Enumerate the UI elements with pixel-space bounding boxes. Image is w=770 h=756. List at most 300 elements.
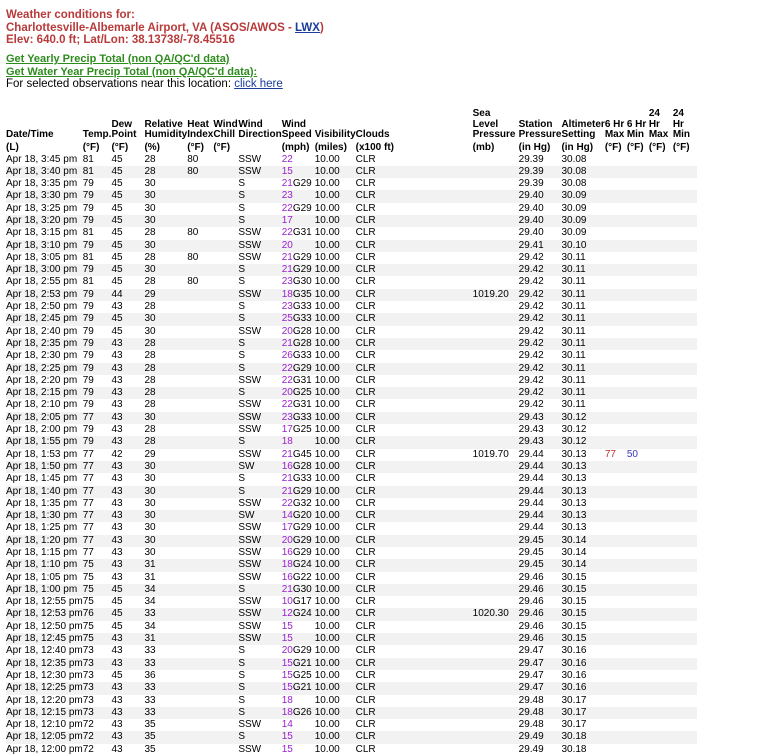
cell-wind-chill [213, 326, 238, 338]
wind-speed-value: 10 [282, 596, 293, 607]
cell-twentyfour-hr-min [673, 190, 697, 202]
cell-altimeter: 30.15 [561, 572, 604, 584]
cell-six-hr-min: 50 [627, 449, 649, 461]
cell-clouds: CLR [356, 289, 473, 301]
cell-humidity: 30 [144, 215, 187, 227]
cell-twentyfour-hr-max [649, 313, 673, 325]
cell-visibility: 10.00 [315, 350, 356, 362]
table-row [6, 510, 697, 522]
cell-dew-point: 45 [111, 596, 144, 608]
cell-wind-direction: SSW [238, 289, 281, 301]
table-row [6, 645, 697, 657]
cell-dew-point: 43 [111, 744, 144, 756]
cell-twentyfour-hr-max [649, 645, 673, 657]
water-year-precip-link[interactable]: Get Water Year Precip Total (non QA/QC'd data): [6, 66, 283, 79]
cell-twentyfour-hr-max [649, 227, 673, 239]
wind-speed-value: 23 [282, 412, 293, 423]
cell-six-hr-max [605, 731, 627, 743]
cell-temp: 77 [83, 461, 112, 473]
cell-twentyfour-hr-min [673, 240, 697, 252]
cell-heat-index [187, 572, 213, 584]
cell-dew-point: 43 [111, 695, 144, 707]
cell-station-pressure: 29.42 [519, 313, 562, 325]
cell-six-hr-min [627, 486, 649, 498]
cell-twentyfour-hr-min [673, 436, 697, 448]
cell-dew-point: 45 [111, 166, 144, 178]
cell-wind-chill [213, 436, 238, 448]
cell-wind-chill [213, 584, 238, 596]
station-header [6, 9, 324, 47]
cell-six-hr-max [605, 375, 627, 387]
cell-temp: 77 [83, 535, 112, 547]
cell-station-pressure: 29.46 [519, 584, 562, 596]
cell-humidity: 30 [144, 535, 187, 547]
cell-twentyfour-hr-max [649, 276, 673, 288]
cell-six-hr-min [627, 596, 649, 608]
cell-twentyfour-hr-max [649, 363, 673, 375]
cell-dew-point: 45 [111, 203, 144, 215]
cell-six-hr-max [605, 227, 627, 239]
cell-station-pressure: 29.39 [519, 166, 562, 178]
cell-twentyfour-hr-max [649, 621, 673, 633]
cell-visibility: 10.00 [315, 190, 356, 202]
selected-observations-text: For selected observations near this location: [6, 78, 234, 90]
cell-wind-direction: SSW [238, 744, 281, 756]
wind-speed-value: 21 [282, 486, 293, 497]
table-row [6, 264, 697, 276]
cell-date-time: Apr 18, 12:10 pm [6, 719, 83, 731]
cell-twentyfour-hr-min [673, 178, 697, 190]
cell-wind-direction: S [238, 707, 281, 719]
cell-temp: 79 [83, 313, 112, 325]
cell-six-hr-max [605, 645, 627, 657]
click-here-link[interactable]: click here [234, 78, 283, 90]
cell-visibility: 10.00 [315, 289, 356, 301]
cell-six-hr-max [605, 178, 627, 190]
cell-altimeter: 30.11 [561, 375, 604, 387]
cell-wind-speed [282, 289, 315, 301]
cell-station-pressure: 29.47 [519, 645, 562, 657]
cell-wind-chill [213, 375, 238, 387]
cell-wind-direction: S [238, 645, 281, 657]
cell-date-time: Apr 18, 3:35 pm [6, 178, 83, 190]
cell-altimeter: 30.15 [561, 621, 604, 633]
cell-sea-level-pressure [473, 707, 519, 719]
cell-clouds: CLR [356, 658, 473, 670]
cell-six-hr-max [605, 301, 627, 313]
cell-altimeter: 30.17 [561, 695, 604, 707]
cell-six-hr-min [627, 338, 649, 350]
cell-six-hr-min [627, 350, 649, 362]
wind-speed-value: 21 [282, 264, 293, 275]
cell-temp: 81 [83, 166, 112, 178]
table-row [6, 338, 697, 350]
cell-twentyfour-hr-max [649, 350, 673, 362]
cell-temp: 79 [83, 375, 112, 387]
cell-sea-level-pressure [473, 498, 519, 510]
cell-temp: 73 [83, 682, 112, 694]
cell-dew-point: 43 [111, 522, 144, 534]
cell-altimeter: 30.16 [561, 670, 604, 682]
cell-twentyfour-hr-max [649, 707, 673, 719]
cell-wind-speed: 15 [282, 744, 315, 756]
cell-wind-speed [282, 424, 315, 436]
cell-station-pressure: 29.43 [519, 412, 562, 424]
cell-heat-index [187, 178, 213, 190]
cell-humidity: 30 [144, 461, 187, 473]
cell-visibility: 10.00 [315, 695, 356, 707]
cell-six-hr-min [627, 510, 649, 522]
cell-six-hr-min [627, 190, 649, 202]
cell-humidity: 31 [144, 633, 187, 645]
table-row [6, 375, 697, 387]
cell-humidity: 33 [144, 658, 187, 670]
cell-clouds: CLR [356, 473, 473, 485]
cell-date-time: Apr 18, 12:20 pm [6, 695, 83, 707]
table-row [6, 547, 697, 559]
wind-speed-value: 18 [282, 707, 293, 718]
cell-six-hr-min [627, 461, 649, 473]
cell-dew-point: 45 [111, 313, 144, 325]
table-row [6, 731, 697, 743]
cell-humidity: 28 [144, 166, 187, 178]
cell-twentyfour-hr-min [673, 289, 697, 301]
cell-altimeter: 30.17 [561, 719, 604, 731]
cell-visibility: 10.00 [315, 363, 356, 375]
cell-altimeter: 30.11 [561, 338, 604, 350]
cell-twentyfour-hr-min [673, 326, 697, 338]
col-unit-six-hr-max: (°F) [605, 141, 627, 154]
cell-visibility: 10.00 [315, 522, 356, 534]
cell-date-time: Apr 18, 1:53 pm [6, 449, 83, 461]
cell-dew-point: 44 [111, 289, 144, 301]
header-elevation: Elev: 640.0 ft; Lat/Lon: 38.13738/-78.45516 [6, 34, 324, 47]
cell-heat-index [187, 338, 213, 350]
cell-six-hr-max [605, 572, 627, 584]
cell-humidity: 30 [144, 326, 187, 338]
cell-sea-level-pressure [473, 399, 519, 411]
cell-six-hr-max [605, 264, 627, 276]
col-header-twentyfour-hr-min: 24 Hr Min [673, 109, 697, 141]
wind-speed-value: 15 [282, 682, 293, 693]
cell-six-hr-min [627, 535, 649, 547]
cell-dew-point: 45 [111, 190, 144, 202]
table-row [6, 682, 697, 694]
cell-sea-level-pressure [473, 276, 519, 288]
cell-twentyfour-hr-max [649, 338, 673, 350]
cell-wind-speed [282, 596, 315, 608]
cell-six-hr-max [605, 633, 627, 645]
table-row [6, 498, 697, 510]
cell-wind-speed [282, 350, 315, 362]
cell-temp: 81 [83, 227, 112, 239]
cell-altimeter: 30.09 [561, 203, 604, 215]
cell-clouds: CLR [356, 375, 473, 387]
wind-speed-value: 20 [282, 645, 293, 656]
cell-six-hr-min [627, 424, 649, 436]
selected-observations-line [6, 78, 283, 91]
cell-six-hr-min [627, 547, 649, 559]
cell-twentyfour-hr-max [649, 449, 673, 461]
table-row [6, 658, 697, 670]
cell-date-time: Apr 18, 12:40 pm [6, 645, 83, 657]
cell-station-pressure: 29.42 [519, 252, 562, 264]
cell-clouds: CLR [356, 301, 473, 313]
cell-six-hr-max [605, 166, 627, 178]
cell-clouds: CLR [356, 731, 473, 743]
cell-wind-chill [213, 682, 238, 694]
links-block [6, 53, 283, 91]
cell-visibility: 10.00 [315, 412, 356, 424]
cell-humidity: 30 [144, 547, 187, 559]
cell-wind-direction: S [238, 670, 281, 682]
cell-date-time: Apr 18, 12:25 pm [6, 682, 83, 694]
cell-twentyfour-hr-max [649, 572, 673, 584]
cell-temp: 73 [83, 658, 112, 670]
cell-heat-index [187, 535, 213, 547]
cell-six-hr-min [627, 559, 649, 571]
yearly-precip-link[interactable]: Get Yearly Precip Total (non QA/QC'd data) [6, 53, 283, 66]
cell-date-time: Apr 18, 3:45 pm [6, 154, 83, 166]
cell-sea-level-pressure [473, 621, 519, 633]
cell-heat-index [187, 596, 213, 608]
cell-sea-level-pressure [473, 264, 519, 276]
cell-humidity: 33 [144, 608, 187, 620]
cell-visibility: 10.00 [315, 338, 356, 350]
cell-station-pressure: 29.43 [519, 436, 562, 448]
wind-gust-value: G31 [293, 227, 312, 238]
wind-gust-value: G21 [293, 658, 312, 669]
cell-wind-direction: S [238, 313, 281, 325]
cell-wind-speed: 14 [282, 719, 315, 731]
cell-wind-chill [213, 621, 238, 633]
header-title: Weather conditions for: [6, 9, 324, 22]
cell-visibility: 10.00 [315, 449, 356, 461]
cell-wind-speed [282, 522, 315, 534]
cell-six-hr-min [627, 387, 649, 399]
cell-heat-index [187, 522, 213, 534]
cell-altimeter: 30.14 [561, 535, 604, 547]
cell-heat-index: 80 [187, 252, 213, 264]
cell-sea-level-pressure [473, 338, 519, 350]
col-header-temp: Temp. [83, 109, 112, 141]
cell-twentyfour-hr-min [673, 227, 697, 239]
wind-speed-value: 21 [282, 338, 293, 349]
cell-clouds: CLR [356, 326, 473, 338]
cell-wind-speed [282, 645, 315, 657]
wind-gust-value: G28 [293, 338, 312, 349]
wind-gust-value: G24 [293, 559, 312, 570]
cell-heat-index [187, 695, 213, 707]
cell-twentyfour-hr-min [673, 645, 697, 657]
cell-dew-point: 43 [111, 572, 144, 584]
cell-clouds: CLR [356, 596, 473, 608]
cell-temp: 79 [83, 326, 112, 338]
cell-temp: 79 [83, 350, 112, 362]
cell-altimeter: 30.14 [561, 547, 604, 559]
wind-gust-value: G33 [293, 350, 312, 361]
cell-twentyfour-hr-min [673, 412, 697, 424]
cell-wind-speed [282, 264, 315, 276]
cell-wind-speed [282, 387, 315, 399]
col-unit-humidity: (%) [144, 141, 187, 154]
cell-clouds: CLR [356, 313, 473, 325]
cell-visibility: 10.00 [315, 387, 356, 399]
cell-station-pressure: 29.49 [519, 744, 562, 756]
cell-six-hr-max [605, 719, 627, 731]
cell-altimeter: 30.16 [561, 682, 604, 694]
cell-clouds: CLR [356, 436, 473, 448]
cell-clouds: CLR [356, 486, 473, 498]
lwx-link[interactable]: LWX [295, 22, 320, 34]
cell-twentyfour-hr-min [673, 301, 697, 313]
cell-humidity: 31 [144, 559, 187, 571]
cell-dew-point: 43 [111, 535, 144, 547]
cell-station-pressure: 29.45 [519, 547, 562, 559]
cell-wind-chill [213, 240, 238, 252]
cell-temp: 75 [83, 584, 112, 596]
cell-dew-point: 43 [111, 547, 144, 559]
cell-altimeter: 30.15 [561, 596, 604, 608]
cell-clouds: CLR [356, 412, 473, 424]
cell-sea-level-pressure [473, 633, 519, 645]
cell-twentyfour-hr-max [649, 264, 673, 276]
cell-sea-level-pressure [473, 240, 519, 252]
cell-altimeter: 30.18 [561, 744, 604, 756]
cell-temp: 81 [83, 252, 112, 264]
cell-six-hr-min [627, 215, 649, 227]
units-row [6, 141, 697, 154]
cell-station-pressure: 29.39 [519, 154, 562, 166]
cell-temp: 79 [83, 436, 112, 448]
cell-visibility: 10.00 [315, 572, 356, 584]
cell-twentyfour-hr-max [649, 547, 673, 559]
cell-six-hr-max [605, 387, 627, 399]
cell-visibility: 10.00 [315, 633, 356, 645]
cell-heat-index [187, 350, 213, 362]
cell-clouds: CLR [356, 682, 473, 694]
cell-clouds: CLR [356, 399, 473, 411]
cell-heat-index [187, 559, 213, 571]
cell-date-time: Apr 18, 1:30 pm [6, 510, 83, 522]
cell-heat-index [187, 547, 213, 559]
cell-twentyfour-hr-max [649, 412, 673, 424]
cell-date-time: Apr 18, 1:10 pm [6, 559, 83, 571]
cell-humidity: 30 [144, 486, 187, 498]
cell-date-time: Apr 18, 3:20 pm [6, 215, 83, 227]
cell-temp: 79 [83, 387, 112, 399]
cell-twentyfour-hr-min [673, 375, 697, 387]
cell-wind-direction: S [238, 658, 281, 670]
cell-wind-direction: S [238, 695, 281, 707]
cell-date-time: Apr 18, 12:45 pm [6, 633, 83, 645]
wind-speed-value: 22 [282, 363, 293, 374]
cell-date-time: Apr 18, 3:25 pm [6, 203, 83, 215]
cell-station-pressure: 29.45 [519, 559, 562, 571]
cell-wind-direction: SSW [238, 227, 281, 239]
table-row [6, 424, 697, 436]
cell-six-hr-max [605, 190, 627, 202]
cell-twentyfour-hr-min [673, 313, 697, 325]
cell-clouds: CLR [356, 461, 473, 473]
cell-clouds: CLR [356, 154, 473, 166]
cell-six-hr-max [605, 461, 627, 473]
cell-wind-direction: SSW [238, 154, 281, 166]
cell-sea-level-pressure [473, 682, 519, 694]
cell-sea-level-pressure [473, 375, 519, 387]
wind-gust-value: G29 [293, 522, 312, 533]
cell-humidity: 28 [144, 350, 187, 362]
cell-wind-direction: S [238, 350, 281, 362]
cell-station-pressure: 29.42 [519, 326, 562, 338]
cell-six-hr-max [605, 498, 627, 510]
cell-dew-point: 45 [111, 276, 144, 288]
wind-gust-value: G17 [293, 596, 312, 607]
cell-twentyfour-hr-min [673, 670, 697, 682]
cell-clouds: CLR [356, 252, 473, 264]
col-unit-twentyfour-hr-max: (°F) [649, 141, 673, 154]
cell-dew-point: 43 [111, 633, 144, 645]
cell-wind-speed [282, 510, 315, 522]
cell-dew-point: 43 [111, 473, 144, 485]
cell-twentyfour-hr-max [649, 719, 673, 731]
cell-altimeter: 30.08 [561, 178, 604, 190]
cell-date-time: Apr 18, 2:15 pm [6, 387, 83, 399]
cell-wind-speed [282, 276, 315, 288]
cell-dew-point: 45 [111, 178, 144, 190]
cell-clouds: CLR [356, 166, 473, 178]
cell-station-pressure: 29.40 [519, 215, 562, 227]
wind-speed-value: 18 [282, 559, 293, 570]
cell-humidity: 31 [144, 572, 187, 584]
table-row [6, 436, 697, 448]
cell-twentyfour-hr-min [673, 276, 697, 288]
wind-gust-value: G29 [293, 264, 312, 275]
cell-humidity: 28 [144, 252, 187, 264]
cell-six-hr-min [627, 301, 649, 313]
table-row [6, 215, 697, 227]
cell-six-hr-min [627, 203, 649, 215]
table-row [6, 621, 697, 633]
cell-sea-level-pressure [473, 436, 519, 448]
cell-humidity: 30 [144, 522, 187, 534]
cell-humidity: 35 [144, 719, 187, 731]
wind-gust-value: G25 [293, 670, 312, 681]
wind-speed-value: 16 [282, 461, 293, 472]
cell-wind-chill [213, 399, 238, 411]
cell-dew-point: 45 [111, 608, 144, 620]
cell-station-pressure: 29.44 [519, 461, 562, 473]
cell-dew-point: 43 [111, 559, 144, 571]
cell-clouds: CLR [356, 744, 473, 756]
observations-body [6, 154, 697, 756]
cell-clouds: CLR [356, 572, 473, 584]
table-row [6, 522, 697, 534]
cell-wind-speed: 15 [282, 166, 315, 178]
wind-gust-value: G35 [293, 289, 312, 300]
cell-six-hr-min [627, 498, 649, 510]
cell-altimeter: 30.12 [561, 436, 604, 448]
cell-wind-chill [213, 633, 238, 645]
cell-altimeter: 30.11 [561, 252, 604, 264]
cell-humidity: 28 [144, 424, 187, 436]
col-unit-station-pressure: (in Hg) [519, 141, 562, 154]
cell-sea-level-pressure [473, 326, 519, 338]
cell-wind-chill [213, 707, 238, 719]
cell-altimeter: 30.18 [561, 731, 604, 743]
cell-altimeter: 30.11 [561, 350, 604, 362]
cell-clouds: CLR [356, 240, 473, 252]
